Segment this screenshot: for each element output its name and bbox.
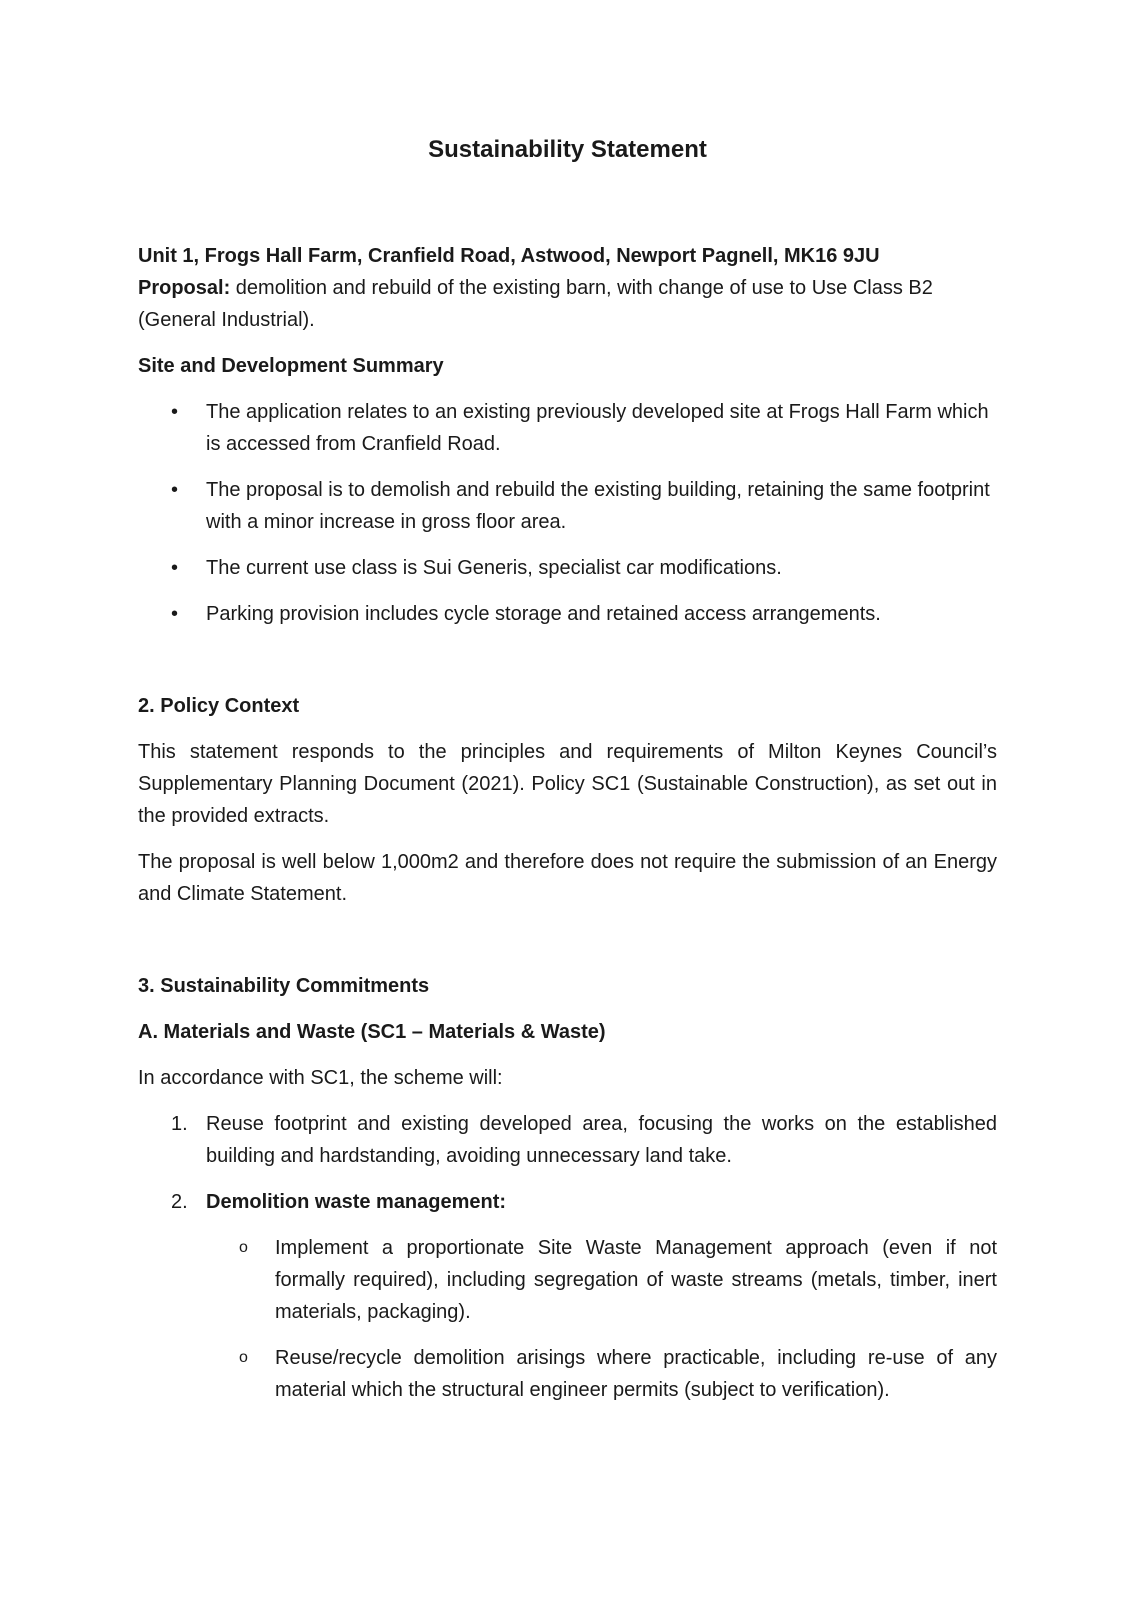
commitments-heading: 3. Sustainability Commitments bbox=[138, 975, 430, 997]
list-item-text: The current use class is Sui Generis, specialist car modifications. bbox=[206, 557, 782, 579]
policy-context-heading: 2. Policy Context bbox=[138, 695, 300, 717]
list-item bbox=[138, 396, 997, 460]
bullet-icon: • bbox=[171, 557, 179, 579]
circle-bullet-icon: o bbox=[239, 1349, 248, 1366]
proposal-paragraph bbox=[138, 272, 997, 336]
sub-list-item bbox=[138, 1342, 997, 1406]
site-summary-list bbox=[138, 396, 997, 630]
document-content bbox=[138, 240, 997, 1406]
list-item bbox=[138, 598, 997, 630]
commitments-intro: In accordance with SC1, the scheme will: bbox=[138, 1067, 503, 1089]
list-item-text: Parking provision includes cycle storage and retained access arrangements. bbox=[206, 603, 881, 625]
proposal-label: Proposal: bbox=[138, 277, 231, 299]
list-item-text: The proposal is to demolish and rebuild the existing building, retaining the same footprint with a minor increase in gross floor area. bbox=[206, 479, 990, 533]
site-summary-heading: Site and Development Summary bbox=[138, 355, 444, 377]
list-number: 1. bbox=[171, 1113, 188, 1135]
list-item bbox=[138, 474, 997, 538]
bullet-icon: • bbox=[171, 401, 179, 423]
bullet-icon: • bbox=[171, 479, 179, 501]
demolition-waste-sublist bbox=[138, 1232, 997, 1406]
bullet-icon: • bbox=[171, 603, 179, 625]
proposal-text: demolition and rebuild of the existing barn, with change of use to Use Class B2 (General Industrial). bbox=[138, 277, 933, 331]
list-item bbox=[138, 552, 997, 584]
sub-list-item-text: Reuse/recycle demolition arisings where practicable, including re-use of any material which the structural engineer permits (subject to verification). bbox=[275, 1347, 997, 1401]
list-item-text: The application relates to an existing previously developed site at Frogs Hall Farm which is accessed from Cranfield Road. bbox=[206, 401, 989, 455]
list-item bbox=[138, 1108, 997, 1172]
commitments-list bbox=[138, 1108, 997, 1218]
sub-list-item bbox=[138, 1232, 997, 1328]
circle-bullet-icon: o bbox=[239, 1239, 248, 1256]
materials-waste-heading: A. Materials and Waste (SC1 – Materials & Waste) bbox=[138, 1021, 606, 1043]
document-title: Sustainability Statement bbox=[428, 136, 707, 163]
site-address: Unit 1, Frogs Hall Farm, Cranfield Road, Astwood, Newport Pagnell, MK16 9JU bbox=[138, 245, 880, 267]
list-item-text: Reuse footprint and existing developed area, focusing the works on the established building and hardstanding, avoiding unnecessary land take. bbox=[206, 1113, 997, 1167]
list-item-label: Demolition waste management: bbox=[206, 1191, 507, 1213]
policy-paragraph-2: The proposal is well below 1,000m2 and therefore does not require the submission of an Energy and Climate Statement. bbox=[138, 851, 997, 905]
list-item bbox=[138, 1186, 997, 1218]
policy-paragraph-1: This statement responds to the principles and requirements of Milton Keynes Council’s Supplementary Planning Document (2021). Policy SC1 (Sustainable Construction), as set out in the provided extracts. bbox=[138, 741, 997, 827]
list-number: 2. bbox=[171, 1191, 188, 1213]
sub-list-item-text: Implement a proportionate Site Waste Management approach (even if not formally required), including segregation of waste streams (metals, timber, inert materials, packaging). bbox=[275, 1237, 997, 1323]
